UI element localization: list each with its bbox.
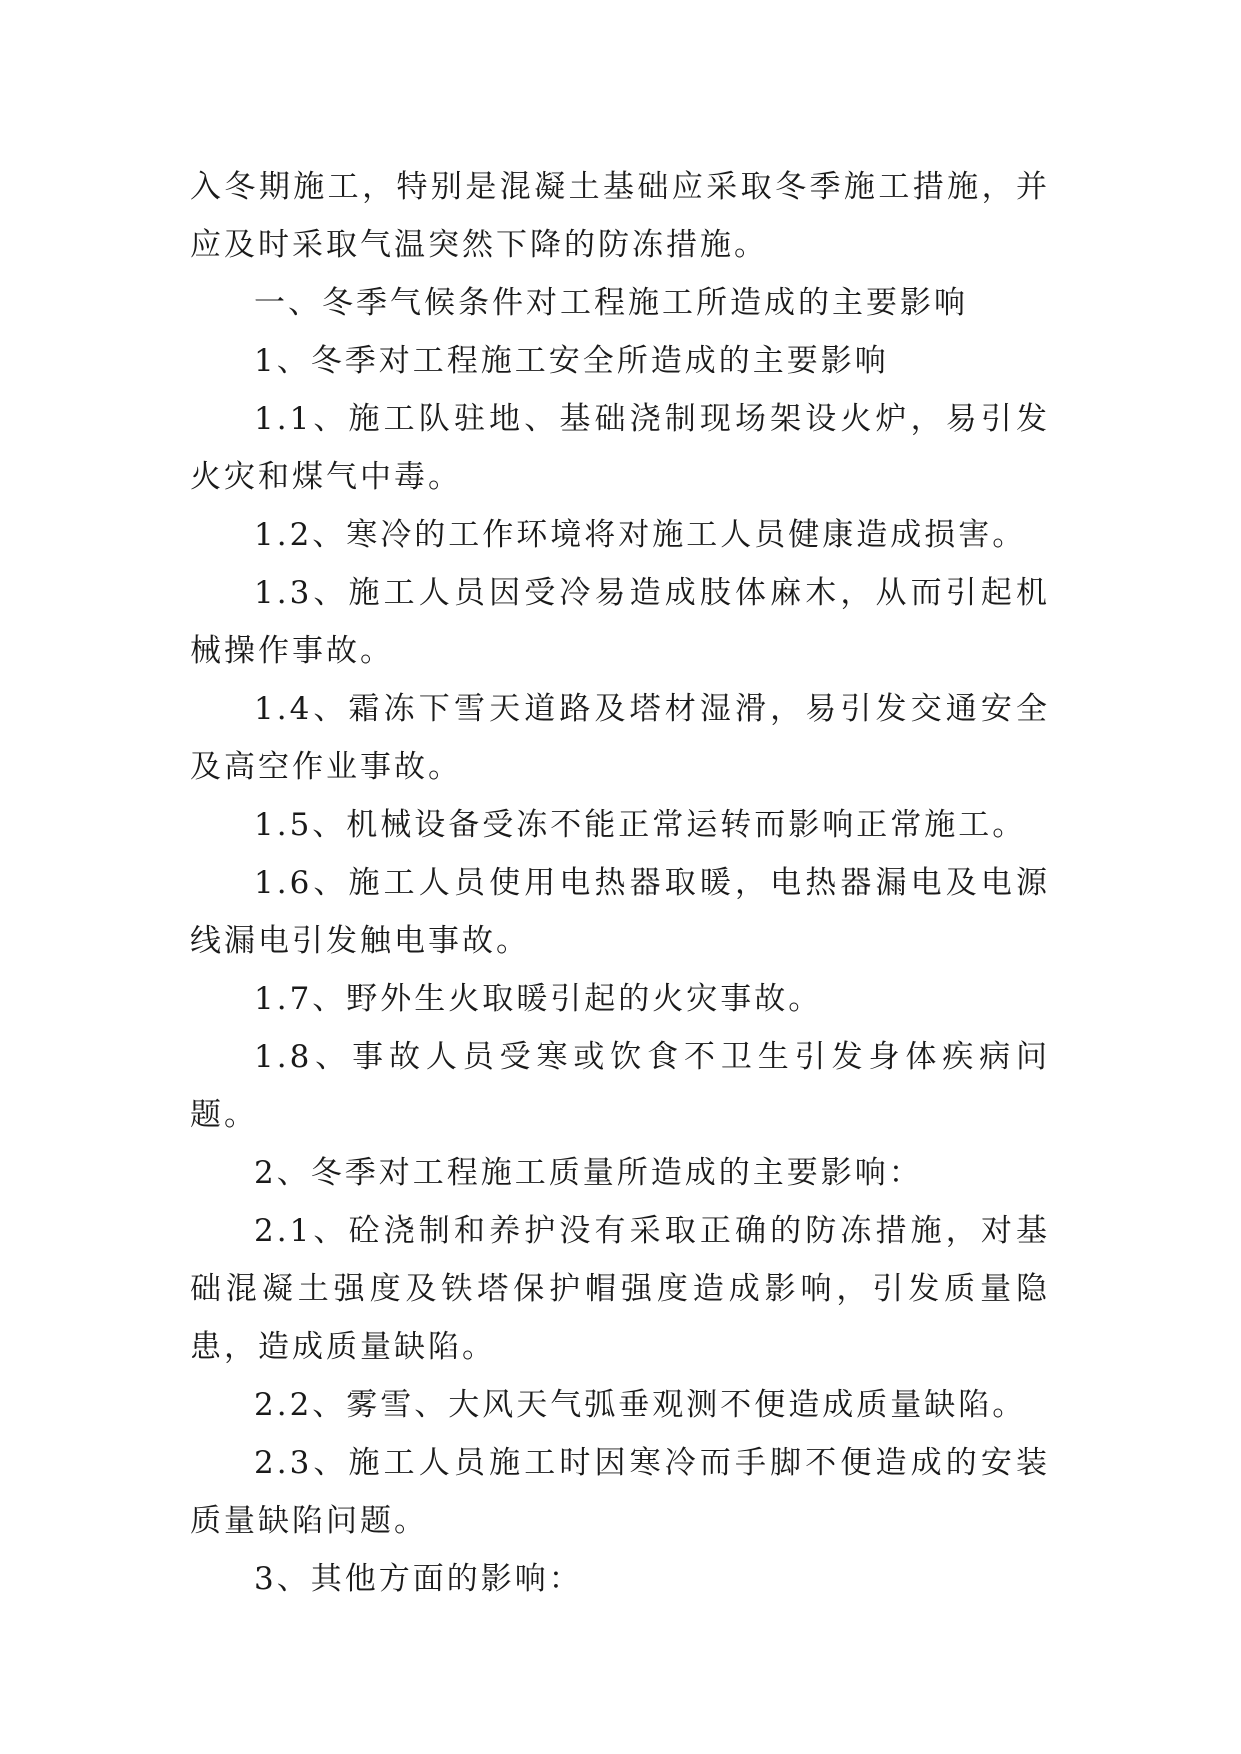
list-item-1-7: 1.7、野外生火取暖引起的火灾事故。 [254,981,823,1017]
subsection-heading-2: 2、冬季对工程施工质量所造成的主要影响： [254,1155,923,1191]
document-body [190,158,1050,1608]
list-item-1-5: 1.5、机械设备受冻不能正常运转而影响正常施工。 [254,807,1027,843]
list-item-2-2: 2.2、雾雪、大风天气弧垂观测不便造成质量缺陷。 [254,1387,1027,1423]
section-heading-1: 一、冬季气候条件对工程施工所造成的主要影响 [254,285,968,321]
paragraph-continuation: 入冬期施工，特别是混凝土基础应采取冬季施工措施，并应及时采取气温突然下降的防冻措施。 [190,169,1050,263]
subsection-heading-1: 1、冬季对工程施工安全所造成的主要影响 [254,343,889,379]
list-item-1-3: 1.3、施工人员因受冷易造成肢体麻木，从而引起机械操作事故。 [190,575,1050,669]
list-item-1-8: 1.8、事故人员受寒或饮食不卫生引发身体疾病问题。 [190,1039,1050,1133]
list-item-2-3: 2.3、施工人员施工时因寒冷而手脚不便造成的安装质量缺陷问题。 [190,1445,1050,1539]
list-item-1-4: 1.4、霜冻下雪天道路及塔材湿滑，易引发交通安全及高空作业事故。 [190,691,1050,785]
list-item-2-1: 2.1、砼浇制和养护没有采取正确的防冻措施，对基础混凝土强度及铁塔保护帽强度造成影响，引发质量隐患，造成质量缺陷。 [190,1213,1050,1365]
subsection-heading-3: 3、其他方面的影响： [254,1561,583,1597]
list-item-1-2: 1.2、寒冷的工作环境将对施工人员健康造成损害。 [254,517,1027,553]
list-item-1-1: 1.1、施工队驻地、基础浇制现场架设火炉，易引发火灾和煤气中毒。 [190,401,1050,495]
list-item-1-6: 1.6、施工人员使用电热器取暖，电热器漏电及电源线漏电引发触电事故。 [190,865,1050,959]
